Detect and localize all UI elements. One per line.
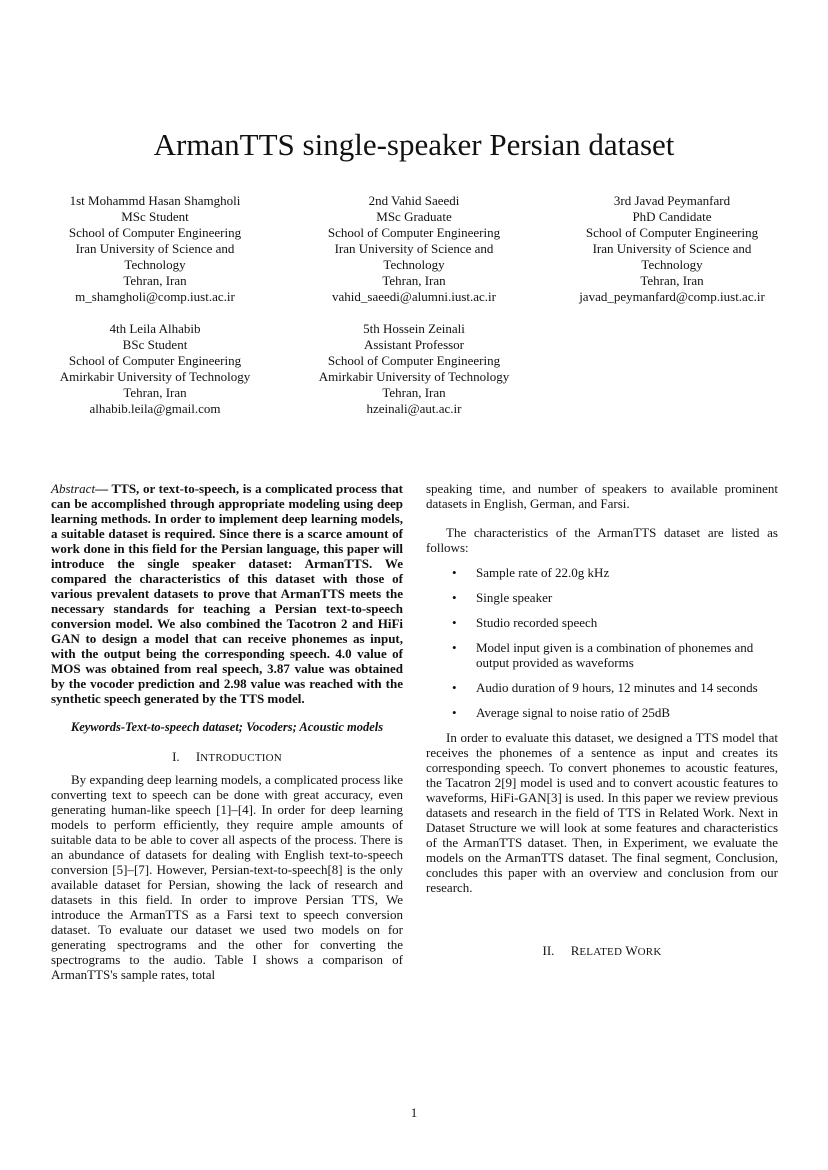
author-position: MSc Graduate <box>376 209 452 224</box>
author-school: School of Computer Engineering <box>68 353 242 368</box>
list-item-text: Average signal to noise ratio of 25dB <box>476 705 670 720</box>
abstract-text: TTS, or text-to-speech, is a complicated process that can be accomplished through appropriate modeling using deep learning methods. In order to implement deep learning models, a suitable dataset is required. Since there is a scarce amount of work done in this field for the Persian language, this paper will introduce the single speaker dataset: ArmanTTS. We compared the characteristics of this dataset with those of various prevalent datasets to prove that ArmanTTS meets the necessary standards for teaching a Persian text-to-speech conversion model. We also combined the Tacotron 2 and HiFi GAN to design a model that can receive phonemes as input, with the output being the corresponding speech. 4.0 value of MOS was obtained from real speech, 3.87 value was obtained by the vocoder prediction and 2.98 value was reached with the synthetic speech generated by the TTS model. <box>51 481 403 706</box>
bullet-icon: • <box>452 640 457 655</box>
author-school: School of Computer Engineering <box>68 225 242 240</box>
author-university: Iran University of Science and <box>334 241 494 256</box>
author-name: 4th Leila Alhabib <box>109 321 201 336</box>
section-heading-related-work <box>426 943 778 960</box>
author-name: 3rd Javad Peymanfard <box>613 193 731 208</box>
author-university: Iran University of Science and <box>592 241 752 256</box>
author-block-5 <box>294 321 534 417</box>
list-item <box>426 705 778 720</box>
section-title-first: W <box>625 943 638 958</box>
author-block-3 <box>552 193 792 305</box>
author-position: PhD Candidate <box>632 209 712 224</box>
list-item-text: Single speaker <box>476 590 553 605</box>
keywords: Keywords-Text-to-speech dataset; Vocoders; Acoustic models <box>70 720 384 734</box>
left-column <box>51 481 403 982</box>
section-heading-introduction <box>51 749 403 766</box>
bullet-icon: • <box>452 565 457 580</box>
author-school: School of Computer Engineering <box>585 225 759 240</box>
author-city: Tehran, Iran <box>382 385 446 400</box>
list-item <box>426 680 778 695</box>
section-numeral: II. <box>542 943 555 958</box>
list-item-text: Audio duration of 9 hours, 12 minutes and 14 seconds <box>476 680 758 695</box>
author-university: Amirkabir University of Technology <box>59 369 251 384</box>
abstract-label: Abstract <box>51 481 96 496</box>
author-university: Amirkabir University of Technology <box>318 369 510 384</box>
characteristics-intro: The characteristics of the ArmanTTS dataset are listed as follows: <box>426 525 778 555</box>
author-university-cont: Technology <box>641 257 703 272</box>
bullet-icon: • <box>452 705 457 720</box>
author-email: hzeinali@aut.ac.ir <box>366 401 462 416</box>
list-item-text: Studio recorded speech <box>476 615 598 630</box>
author-university: Iran University of Science and <box>75 241 235 256</box>
author-block-2 <box>294 193 534 305</box>
author-email: alhabib.leila@gmail.com <box>89 401 221 416</box>
bullet-icon: • <box>452 680 457 695</box>
introduction-paragraph: By expanding deep learning models, a complicated process like converting text to speech can be done with great accuracy, even generating human-like speech [1]–[4]. In order for deep learning models to perform efficiently, they require ample amounts of suitable data to be able to cover all aspects of the process. There is an abundance of datasets for dealing with English text-to-speech conversion [5]–[7]. However, Persian-text-to-speech[8] is the only available dataset for Persian, showing the lack of research and datasets in this field. In order to improve Persian TTS, We introduce the ArmanTTS as a Farsi text to speech conversion dataset. To evaluate our dataset we used two models on for generating spectrograms and the other for converting the spectrograms to the audio. Table I shows a comparison of ArmanTTS's sample rates, total <box>51 772 403 982</box>
author-email: m_shamgholi@comp.iust.ac.ir <box>75 289 235 304</box>
bullet-icon: • <box>452 615 457 630</box>
abstract <box>51 481 403 706</box>
section-title-rest: ELATED <box>579 946 623 958</box>
paper-title: ArmanTTS single-speaker Persian dataset <box>153 127 675 162</box>
right-column <box>426 481 778 966</box>
author-university-cont: Technology <box>383 257 445 272</box>
characteristics-list <box>426 565 778 720</box>
author-name: 1st Mohammd Hasan Shamgholi <box>69 193 241 208</box>
list-item <box>426 590 778 605</box>
continuation-paragraph: speaking time, and number of speakers to available prominent datasets in English, German, and Farsi. <box>426 481 778 511</box>
author-position: Assistant Professor <box>363 337 465 352</box>
author-email: vahid_saeedi@alumni.iust.ac.ir <box>332 289 496 304</box>
author-school: School of Computer Engineering <box>327 353 501 368</box>
author-school: School of Computer Engineering <box>327 225 501 240</box>
section-numeral: I. <box>172 749 180 764</box>
author-name: 5th Hossein Zeinali <box>363 321 465 336</box>
author-block-1 <box>35 193 275 305</box>
list-item <box>426 640 778 670</box>
section-title-first: I <box>195 749 201 764</box>
section-title-first: R <box>570 943 580 958</box>
list-item <box>426 615 778 630</box>
author-city: Tehran, Iran <box>123 385 187 400</box>
list-item <box>426 565 778 580</box>
author-position: BSc Student <box>122 337 188 352</box>
author-city: Tehran, Iran <box>640 273 704 288</box>
author-city: Tehran, Iran <box>123 273 187 288</box>
section-title-rest: ORK <box>637 946 662 958</box>
page-number: 1 <box>410 1105 418 1120</box>
abstract-dash: — <box>95 481 112 496</box>
list-item-text: Sample rate of 22.0g kHz <box>476 565 610 580</box>
evaluation-paragraph: In order to evaluate this dataset, we designed a TTS model that receives the phonemes of a sentence as input and creates its corresponding speech. To convert phonemes to acoustic features, the Tacatron 2[9] model is used and to convert acoustic features to waveforms, HiFi-GAN[3] is used. In this paper we review previous datasets and research in the field of TTS in Related Work. Next in Dataset Structure we will look at some features and characteristics of the ArmanTTS dataset. Then, in Experiment, we evaluate the models on the ArmanTTS dataset. The final segment, Conclusion, concludes this paper with an overview and conclusion from our research. <box>426 730 778 895</box>
author-email: javad_peymanfard@comp.iust.ac.ir <box>579 289 765 304</box>
author-university-cont: Technology <box>124 257 186 272</box>
author-position: MSc Student <box>121 209 189 224</box>
list-item-text: Model input given is a combination of phonemes and output provided as waveforms <box>476 640 754 670</box>
author-name: 2nd Vahid Saeedi <box>368 193 460 208</box>
bullet-icon: • <box>452 590 457 605</box>
section-title-rest: NTRODUCTION <box>200 752 282 764</box>
author-city: Tehran, Iran <box>382 273 446 288</box>
author-block-4 <box>35 321 275 417</box>
